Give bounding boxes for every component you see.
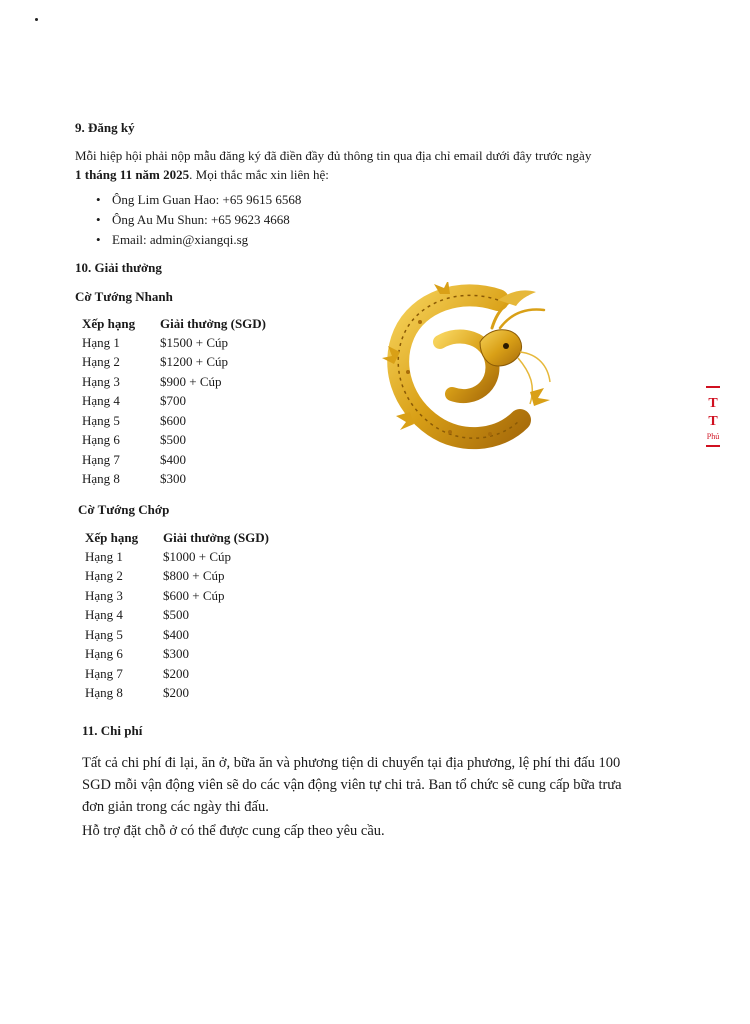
cost-paragraph: Tất cả chi phí đi lại, ăn ở, bữa ăn và phương tiện di chuyển tại địa phương, lệ phí thi đấu 100 SGD mỗi vận động viên sẽ do các vận động viên tự chi trả. Ban tổ chức sẽ cung cấp bữa trưa đơn giản trong các ngày thi đấu. — [82, 755, 622, 815]
prize-cell: $400 — [160, 451, 186, 467]
col-rank-header: Xếp hạng — [82, 315, 136, 331]
section-9-intro — [75, 146, 635, 184]
prize-cell: $200 — [163, 665, 189, 681]
rank-cell: Hạng 2 — [82, 354, 120, 370]
intro-text: Mỗi hiệp hội phải nộp mẫu đăng ký đã điền đầy đủ thông tin qua địa chỉ email dưới đây trước ngày — [75, 148, 592, 163]
section-10-heading: 10. Giải thưởng — [75, 260, 162, 275]
col-prize-header: Giải thưởng (SGD) — [160, 315, 267, 331]
prize-cell: $300 — [163, 646, 189, 662]
rank-cell: Hạng 8 — [82, 471, 120, 487]
table-row — [82, 392, 320, 412]
rank-cell: Hạng 8 — [85, 685, 123, 701]
blitz-prize-table — [85, 528, 323, 703]
col-rank-header: Xếp hạng — [85, 529, 139, 545]
prize-cell: $600 + Cúp — [163, 587, 225, 603]
blitz-title: Cờ Tướng Chớp — [78, 502, 170, 517]
prize-cell: $300 — [160, 471, 186, 487]
table-row — [82, 431, 320, 451]
table-row — [82, 372, 320, 392]
table-row — [85, 606, 323, 626]
rank-cell: Hạng 6 — [85, 646, 123, 662]
rank-cell: Hạng 7 — [82, 451, 120, 467]
rank-cell: Hạng 7 — [85, 665, 123, 681]
rank-cell: Hạng 5 — [85, 626, 123, 642]
table-row — [85, 664, 323, 684]
prize-cell: $500 — [163, 607, 189, 623]
prize-cell: $500 — [160, 432, 186, 448]
rapid-title: Cờ Tướng Nhanh — [75, 289, 173, 304]
table-row — [85, 625, 323, 645]
rapid-prize-table — [82, 314, 320, 489]
rank-cell: Hạng 1 — [82, 334, 120, 350]
section-11-heading: 11. Chi phí — [82, 723, 143, 738]
stray-dot — [35, 18, 38, 21]
rank-cell: Hạng 1 — [85, 548, 123, 564]
table-row — [85, 567, 323, 587]
prize-cell: $600 — [160, 412, 186, 428]
rank-cell: Hạng 3 — [85, 587, 123, 603]
prize-cell: $900 + Cúp — [160, 373, 222, 389]
stamp-letter: T — [708, 396, 718, 411]
deadline-date: 1 tháng 11 năm 2025 — [75, 167, 190, 182]
table-row — [82, 353, 320, 373]
rank-cell: Hạng 4 — [82, 393, 120, 409]
contact-item: • Ông Au Mu Shun: +65 9623 4668 — [90, 210, 301, 230]
contact-item: • Ông Lim Guan Hao: +65 9615 6568 — [90, 190, 301, 210]
stamp-letter: T — [708, 414, 718, 429]
contact-list — [90, 190, 301, 250]
prize-cell: $400 — [163, 626, 189, 642]
stamp-line — [706, 445, 720, 447]
rank-cell: Hạng 2 — [85, 568, 123, 584]
table-row — [82, 333, 320, 353]
col-prize-header: Giải thưởng (SGD) — [163, 529, 270, 545]
prize-cell: $1500 + Cúp — [160, 334, 229, 350]
stamp-small-text: Phú — [706, 432, 720, 441]
prize-cell: $1000 + Cúp — [163, 548, 232, 564]
table-row — [82, 450, 320, 470]
prize-cell: $700 — [160, 393, 186, 409]
rank-cell: Hạng 4 — [85, 607, 123, 623]
golden-dragon-illustration — [380, 282, 555, 454]
table-row — [82, 470, 320, 490]
prize-cell: $200 — [163, 685, 189, 701]
prize-cell: $1200 + Cúp — [160, 354, 229, 370]
table-row — [82, 411, 320, 431]
prize-cell: $800 + Cúp — [163, 568, 225, 584]
table-row — [85, 586, 323, 606]
accommodation-paragraph: Hỗ trợ đặt chỗ ở có thể được cung cấp theo yêu cầu. — [82, 823, 385, 839]
table-row — [85, 547, 323, 567]
rank-cell: Hạng 3 — [82, 373, 120, 389]
intro-after-deadline: . Mọi thắc mắc xin liên hệ: — [189, 167, 329, 182]
rank-cell: Hạng 6 — [82, 432, 120, 448]
table-row — [85, 684, 323, 704]
rank-cell: Hạng 5 — [82, 412, 120, 428]
section-9-heading: 9. Đăng ký — [75, 120, 135, 135]
contact-item: • Email: admin@xiangqi.sg — [90, 230, 301, 250]
red-stamp-fragment — [700, 386, 726, 447]
table-row — [85, 645, 323, 665]
stamp-line — [706, 386, 720, 388]
